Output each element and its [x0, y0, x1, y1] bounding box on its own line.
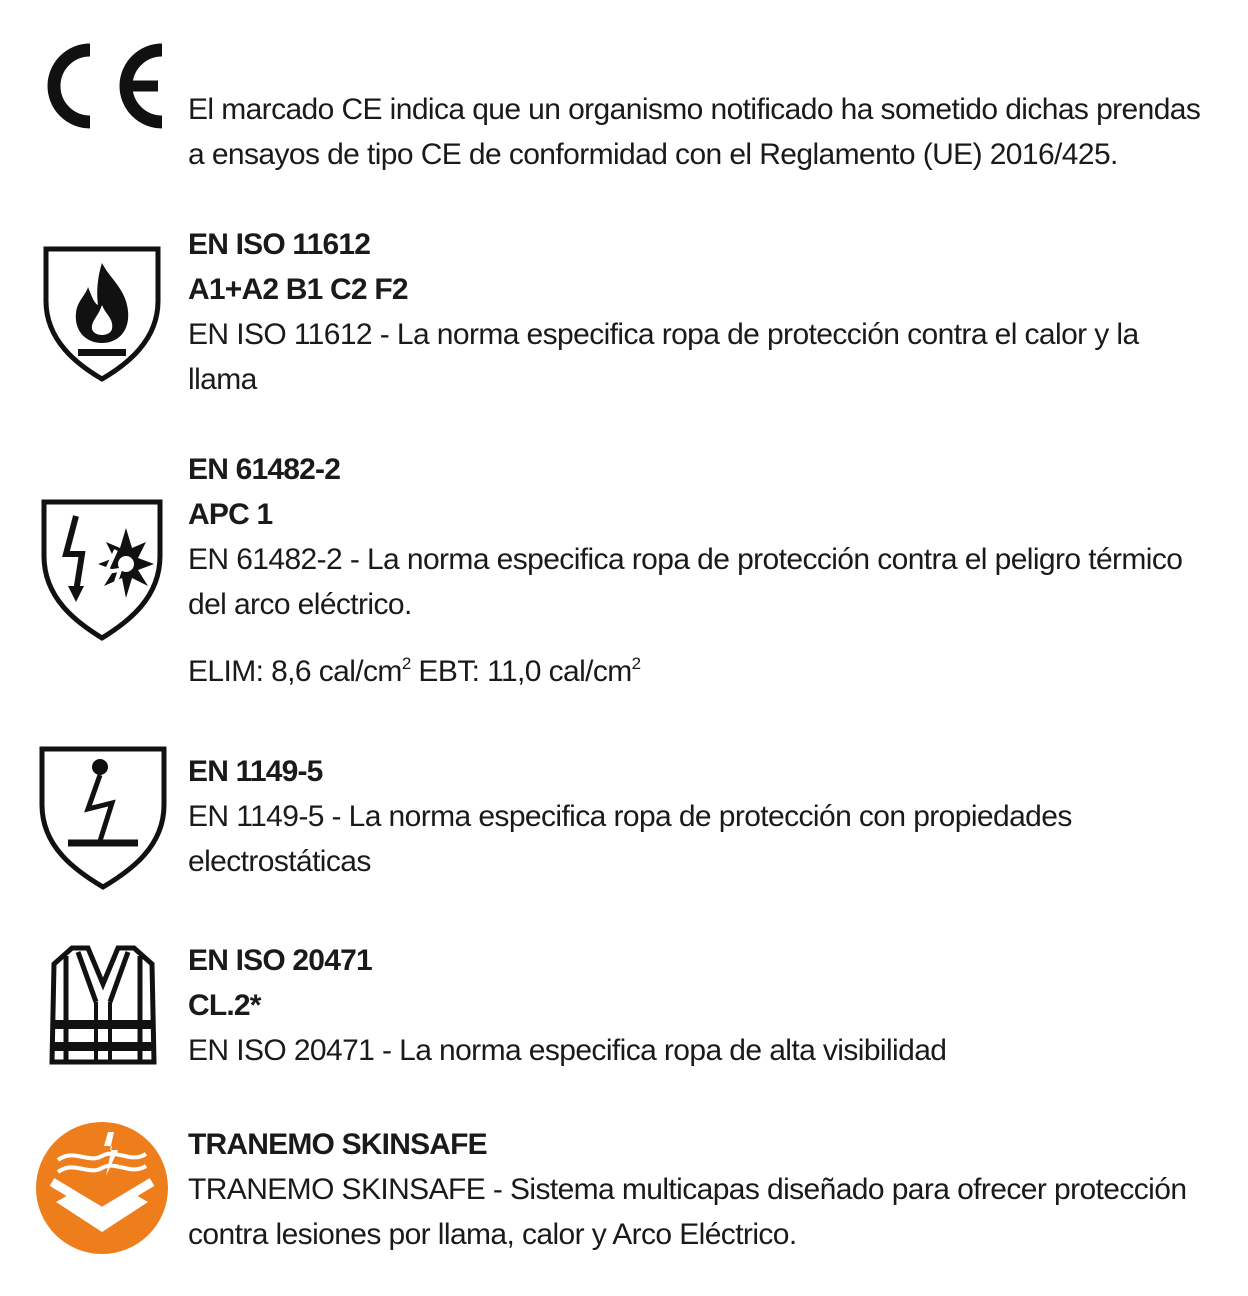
- skinsafe-block: [188, 1122, 1186, 1257]
- en1149-desc-line-2: electrostáticas: [188, 845, 371, 878]
- tranemo-skinsafe-logo-icon: [34, 1120, 170, 1256]
- elim-value: ELIM: 8,6 cal/cm: [188, 655, 402, 688]
- en1149-desc-line-1: EN 1149-5 - La norma especifica ropa de protección con propiedades: [188, 800, 1072, 833]
- high-visibility-vest-icon: [48, 944, 158, 1066]
- ce-desc-line-1: El marcado CE indica que un organismo notificado ha sometido dichas prendas: [188, 93, 1201, 126]
- flame-shield-icon: [42, 245, 162, 383]
- ebt-value: EBT: 11,0 cal/cm: [410, 655, 632, 688]
- electrostatic-shield-icon: [38, 745, 168, 891]
- skinsafe-desc-line-1: TRANEMO SKINSAFE - Sistema multicapas diseñado para ofrecer protección: [188, 1173, 1187, 1206]
- en61482-block: [188, 447, 1182, 694]
- ce-description: [188, 87, 1200, 177]
- elim-unit-superscript: 2: [401, 654, 411, 673]
- en61482-title: EN 61482-2: [188, 453, 341, 486]
- ebt-unit-superscript: 2: [631, 654, 641, 673]
- iso20471-title: EN ISO 20471: [188, 944, 372, 977]
- iso20471-block: [188, 938, 946, 1073]
- en61482-desc-line-1: EN 61482-2 - La norma especifica ropa de protección contra el peligro térmico: [188, 543, 1183, 576]
- skinsafe-title: TRANEMO SKINSAFE: [188, 1128, 487, 1161]
- ce-mark-icon: [34, 40, 168, 132]
- iso20471-rating: CL.2*: [188, 989, 261, 1022]
- skinsafe-desc-line-2: contra lesiones por llama, calor y Arco Eléctrico.: [188, 1218, 797, 1251]
- en61482-desc-line-2: del arco eléctrico.: [188, 588, 412, 621]
- ce-desc-line-2: a ensayos de tipo CE de conformidad con el Reglamento (UE) 2016/425.: [188, 138, 1118, 171]
- en1149-title: EN 1149-5: [188, 755, 323, 788]
- iso20471-desc-line-1: EN ISO 20471 - La norma especifica ropa de alta visibilidad: [188, 1034, 947, 1067]
- iso11612-title: EN ISO 11612: [188, 228, 371, 261]
- iso11612-rating: A1+A2 B1 C2 F2: [188, 273, 408, 306]
- en61482-rating: APC 1: [188, 498, 273, 531]
- arc-rating-values: [188, 649, 1182, 694]
- iso11612-desc-line-1: EN ISO 11612 - La norma especifica ropa de protección contra el calor y la: [188, 318, 1139, 351]
- en1149-block: [188, 749, 1072, 884]
- iso11612-block: [188, 222, 1139, 402]
- electric-arc-shield-icon: [40, 498, 164, 642]
- iso11612-desc-line-2: llama: [188, 363, 257, 396]
